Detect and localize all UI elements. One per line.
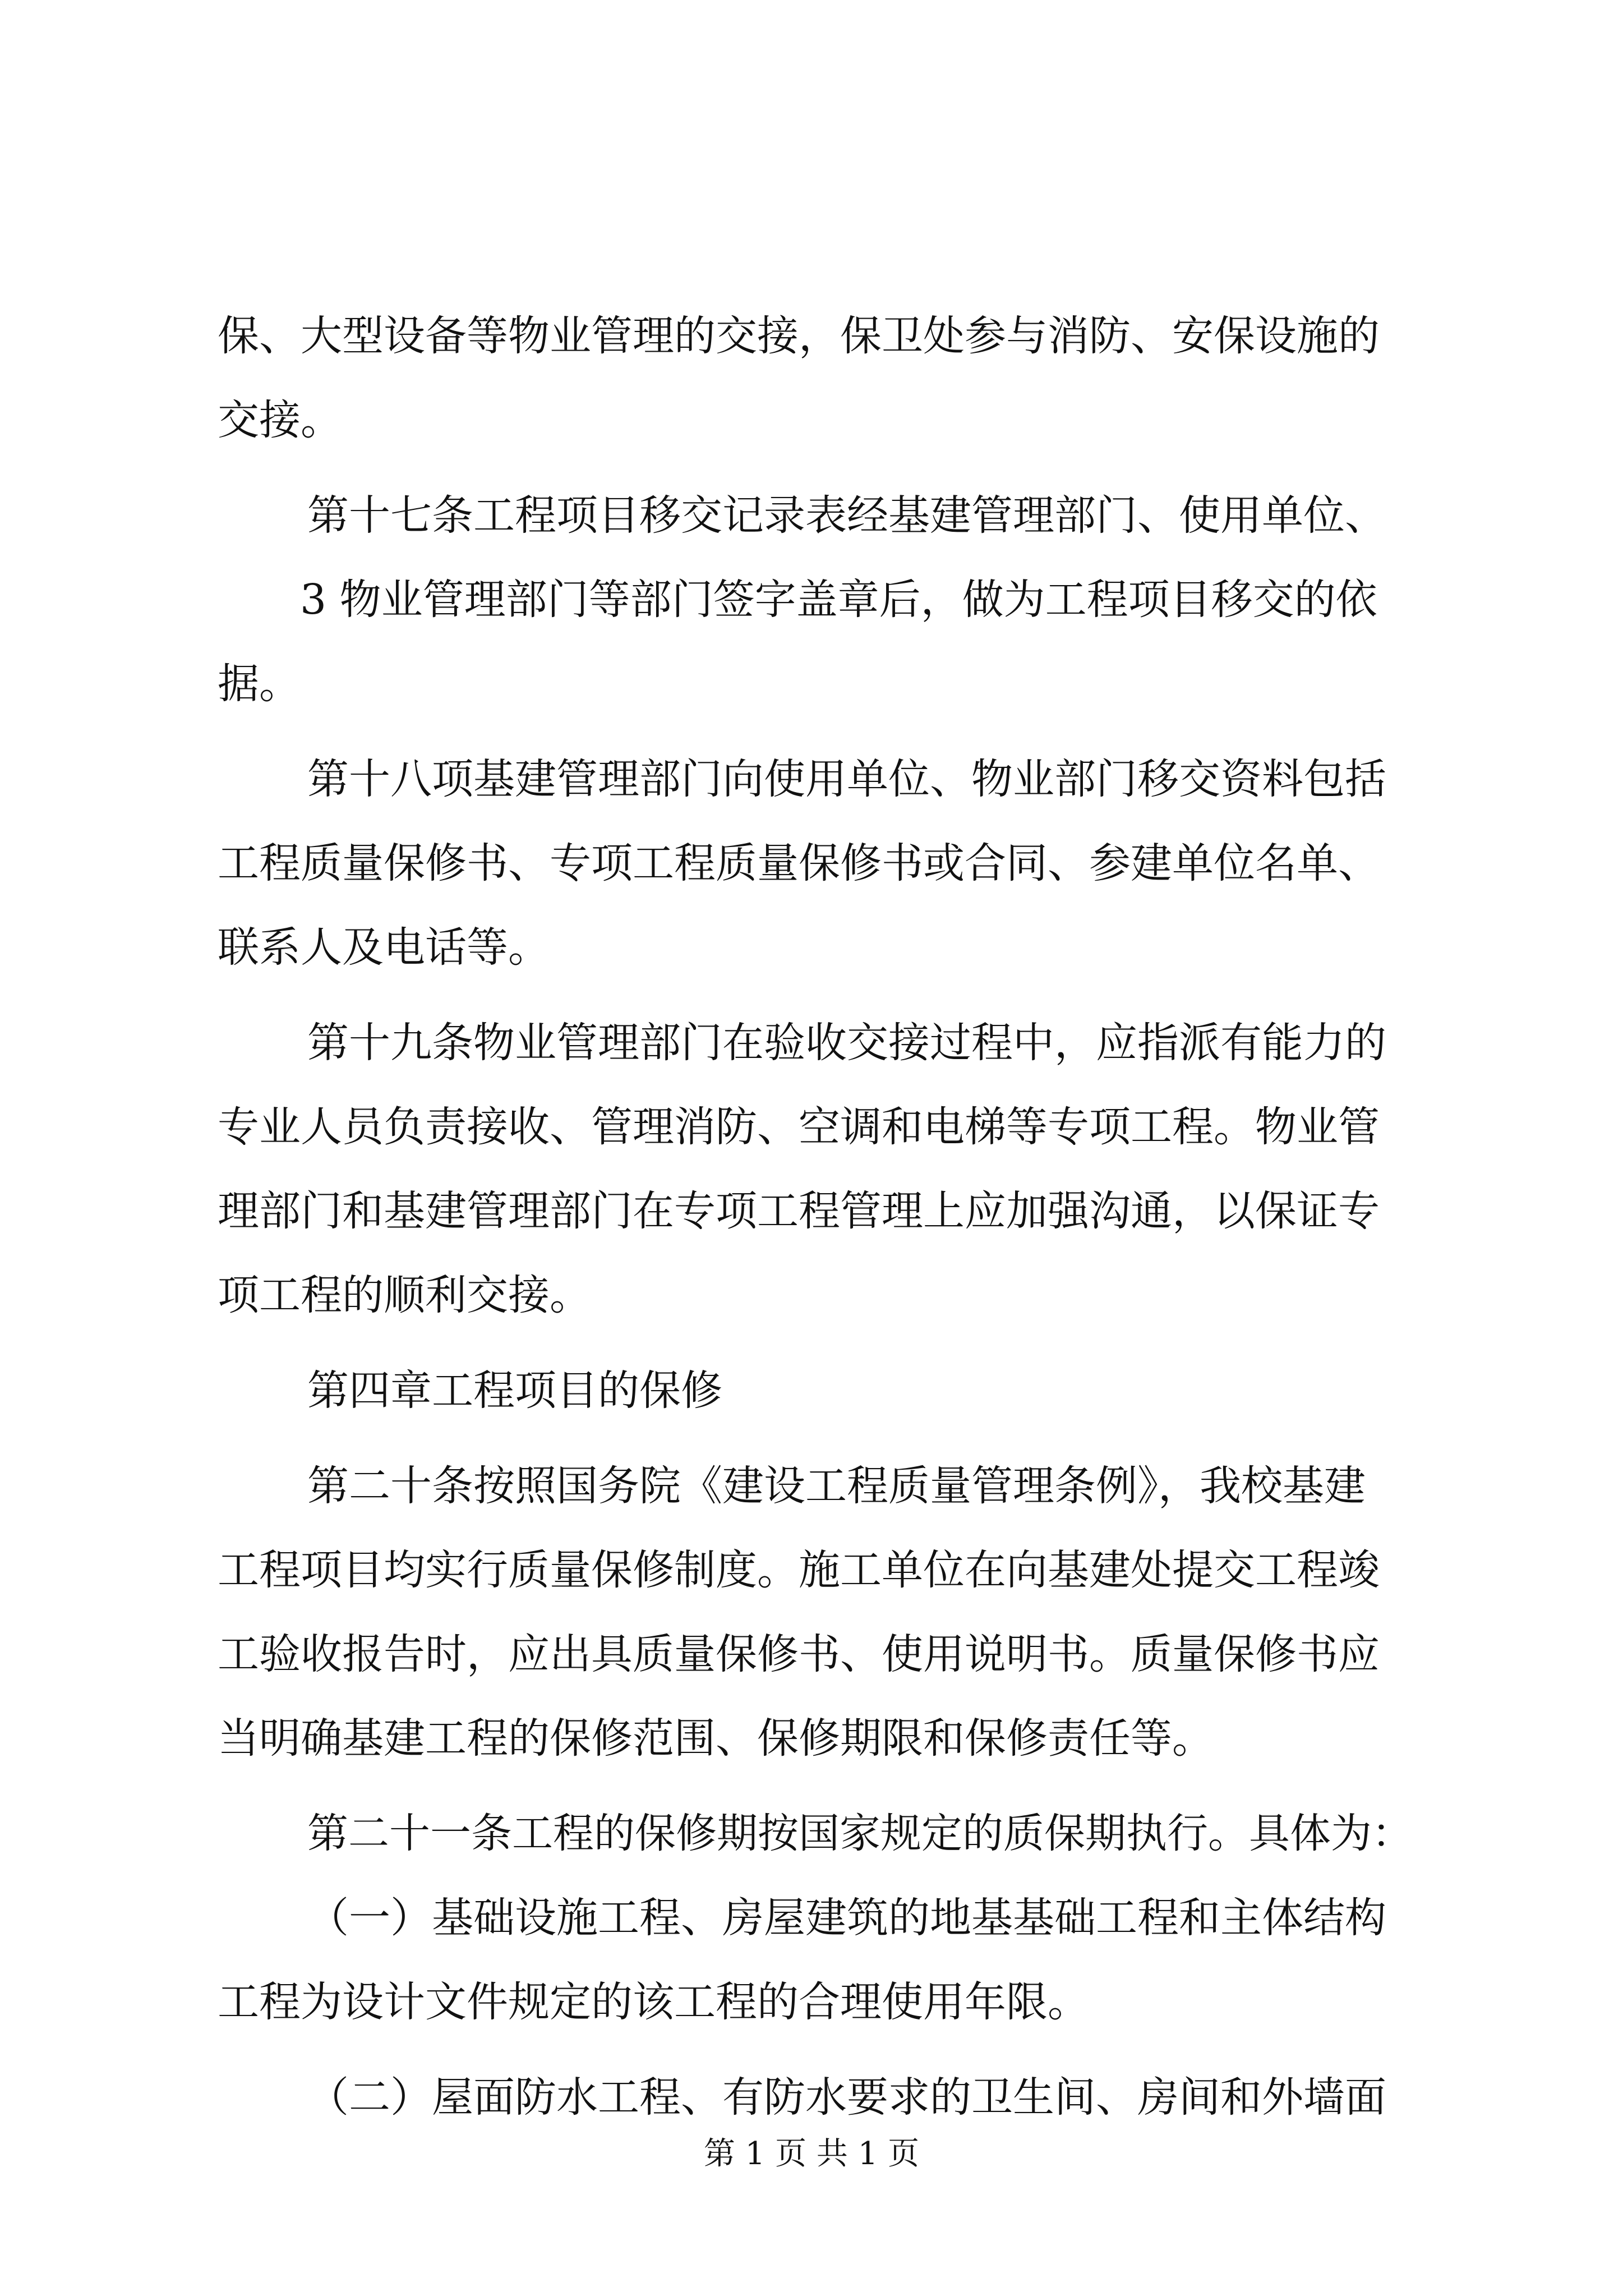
- text-line-19: （一）基础设施工程、房屋建筑的地基基础工程和主体结构: [307, 1894, 1386, 1942]
- text-line-10: 专业人员负责接收、管理消防、空调和电梯等专项工程。物业管: [218, 1103, 1380, 1151]
- text-line-17: 当明确基建工程的保修范围、保修期限和保修责任等。: [218, 1714, 1214, 1763]
- text-line-20: 工程为设计文件规定的该工程的合理使用年限。: [218, 1978, 1089, 2026]
- text-line-3: 第十七条工程项目移交记录表经基建管理部门、使用单位、: [307, 491, 1386, 540]
- chapter-heading: 第四章工程项目的保修: [307, 1366, 722, 1415]
- text-line-9: 第十九条物业管理部门在验收交接过程中，应指派有能力的: [307, 1019, 1386, 1067]
- text-line-1: 保、大型设备等物业管理的交接，保卫处参与消防、安保设施的: [218, 312, 1380, 360]
- text-line-7: 工程质量保修书、专项工程质量保修书或合同、参建单位名单、: [218, 839, 1380, 887]
- text-line-6: 第十八项基建管理部门向使用单位、物业部门移交资料包括: [307, 755, 1386, 803]
- text-line-12: 项工程的顺利交接。: [218, 1271, 591, 1319]
- text-line-18: 第二十一条工程的保修期按国家规定的质保期执行。具体为：: [307, 1810, 1413, 1857]
- text-line-2: 交接。: [218, 396, 342, 444]
- page-footer: 第 1 页 共 1 页: [703, 2136, 920, 2172]
- text-line-14: 第二十条按照国务院《建设工程质量管理条例》，我校基建: [307, 1462, 1366, 1510]
- text-line-16: 工验收报告时，应出具质量保修书、使用说明书。质量保修书应: [218, 1630, 1380, 1678]
- text-line-4: 3 物业管理部门等部门签字盖章后，做为工程项目移交的依: [300, 576, 1377, 624]
- text-line-21: （二）屋面防水工程、有防水要求的卫生间、房间和外墙面: [307, 2073, 1386, 2122]
- text-line-5: 据。: [218, 660, 301, 708]
- text-line-11: 理部门和基建管理部门在专项工程管理上应加强沟通，以保证专: [218, 1187, 1380, 1235]
- text-line-8: 联系人及电话等。: [218, 923, 550, 972]
- text-line-15: 工程项目均实行质量保修制度。施工单位在向基建处提交工程竣: [218, 1546, 1380, 1594]
